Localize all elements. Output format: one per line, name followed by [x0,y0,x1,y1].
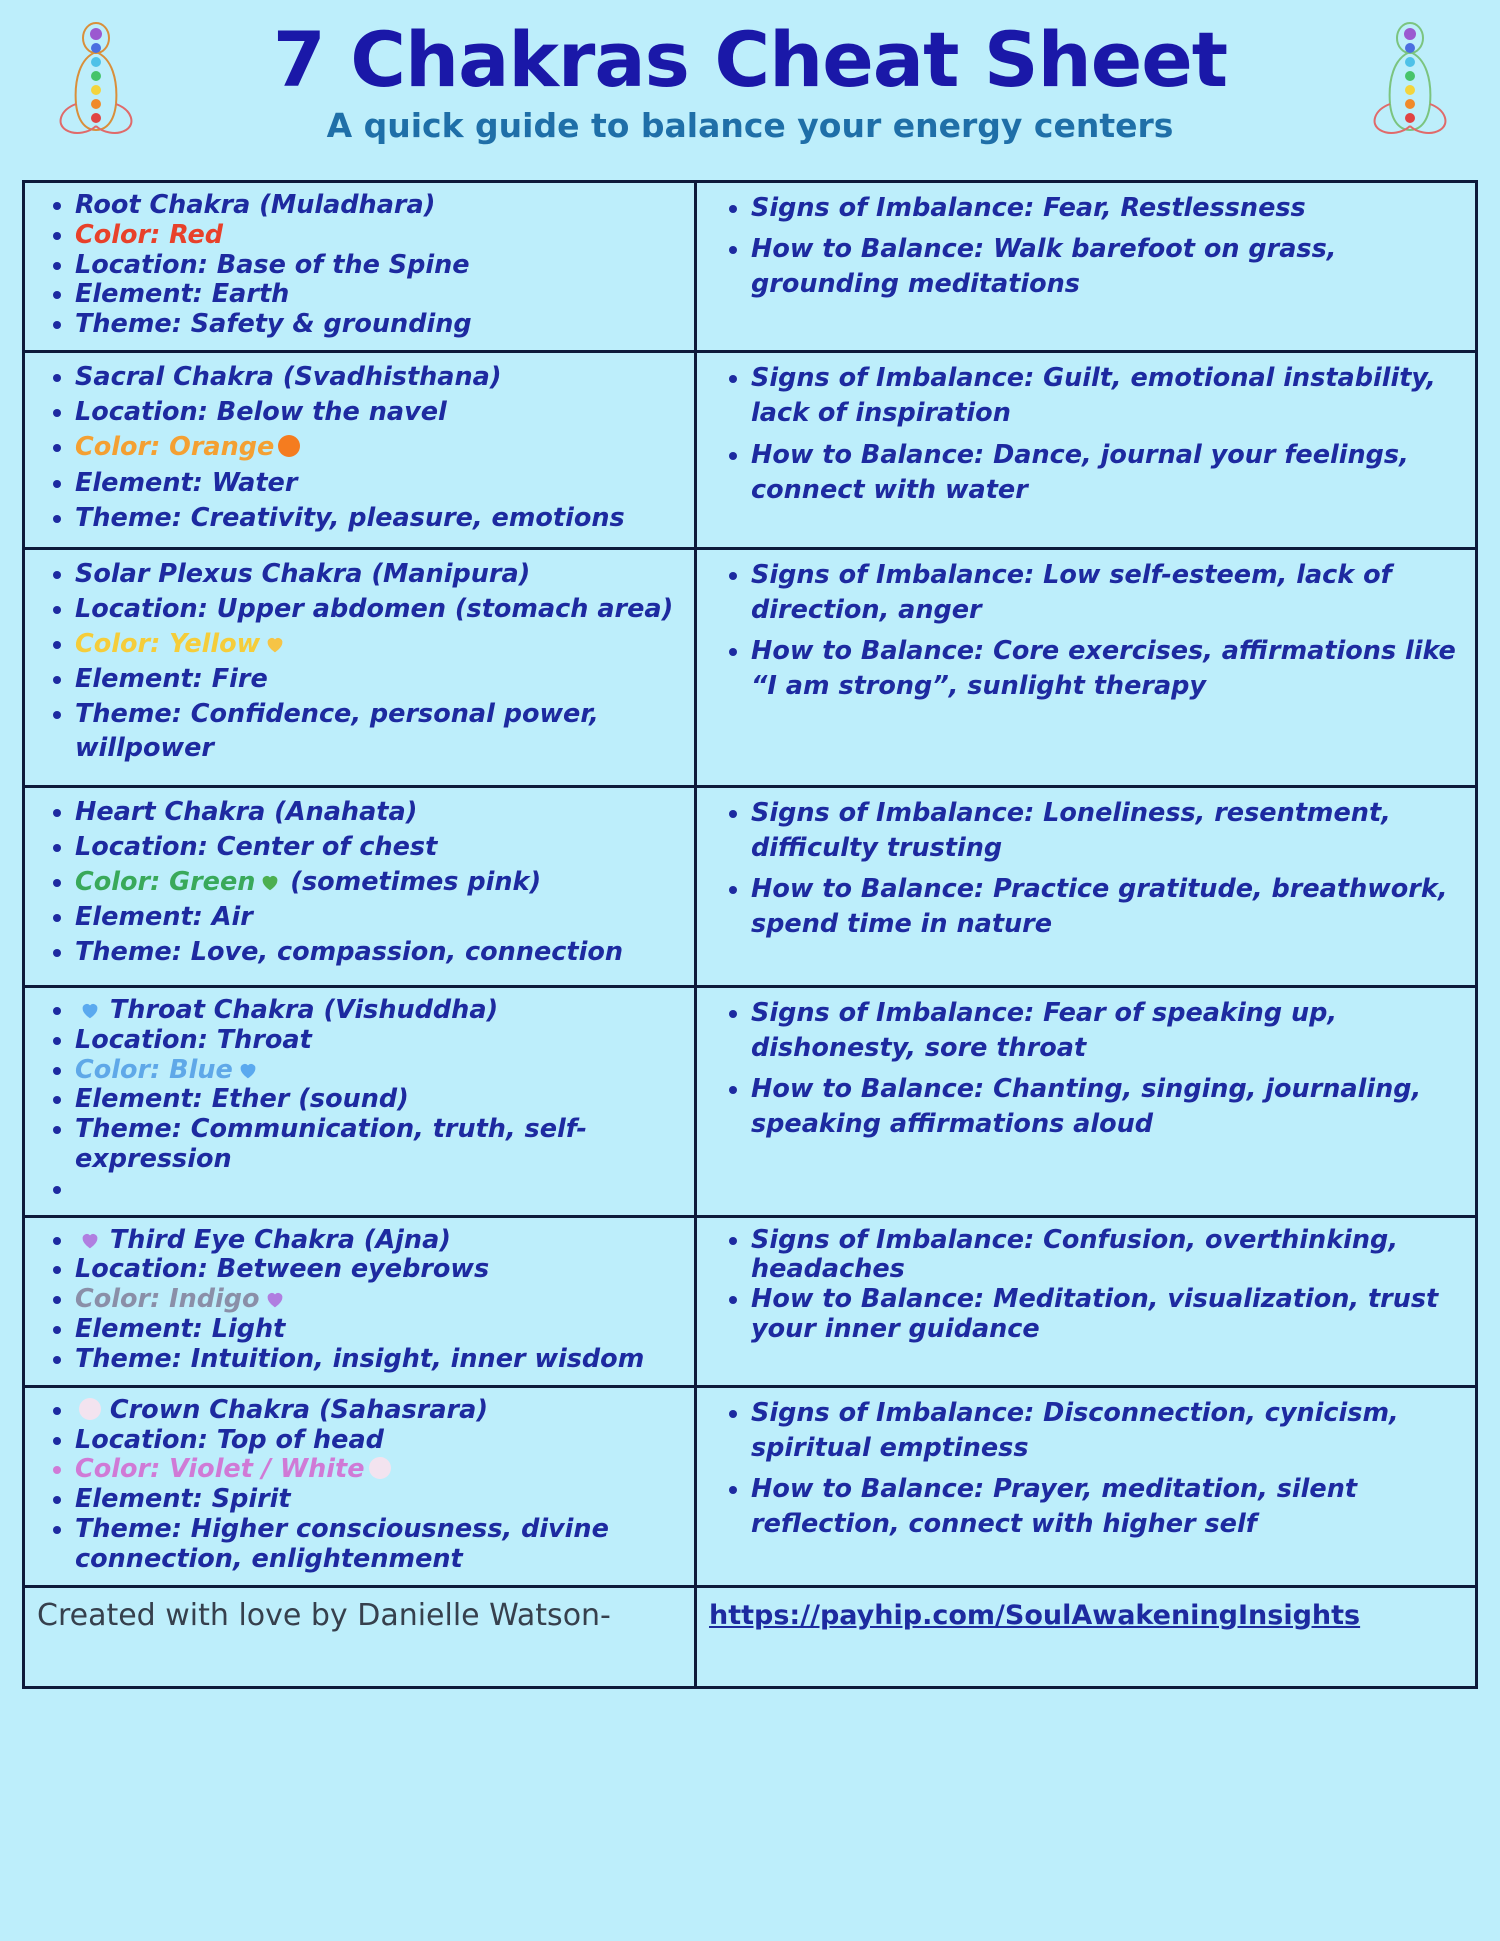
chakra-color: • Color: Violet / White [75,1455,688,1485]
chakra-color: • Color: Orange [75,431,688,464]
page-subtitle: A quick guide to balance your energy centers [326,105,1174,145]
chakra-element: • Element: Water [75,467,688,500]
chakra-balance-sacral [697,353,1475,547]
purple-heart-icon [79,1229,101,1251]
table-row [25,1218,1475,1388]
chakra-name: • Root Chakra (Muladhara) [75,191,688,221]
chakra-color: • Color: Yellow [75,628,688,661]
chakra-location: • Location: Center of chest [75,831,688,864]
footer-row [25,1588,1475,1689]
chakra-balance-crown [697,1388,1475,1585]
chakra-element: • Element: Light [75,1315,688,1345]
purple-heart-icon [264,1288,286,1310]
chakra-balance-throat [697,988,1475,1215]
chakra-theme: • Theme: Intuition, insight, inner wisdom [75,1345,688,1375]
credit-text: Created with love by Danielle Watson- [25,1588,697,1686]
chakra-name: • Third Eye Chakra (Ajna) [75,1226,688,1256]
chakra-signs: • Signs of Imbalance: Loneliness, resentment, difficulty trusting [751,796,1461,866]
chakra-name: • Crown Chakra (Sahasrara) [75,1396,688,1426]
chakra-how-to-balance: • How to Balance: Practice gratitude, breathwork, spend time in nature [751,872,1461,942]
chakra-theme: • Theme: Communication, truth, self-expression [75,1115,688,1175]
chakra-location: • Location: Between eyebrows [75,1255,688,1285]
orange-dot-icon [278,435,300,457]
chakra-signs: • Signs of Imbalance: Disconnection, cynicism, spiritual emptiness [751,1396,1461,1466]
chakra-balance-root [697,183,1475,350]
chakra-balance-solar-plexus [697,550,1475,785]
chakra-theme: • Theme: Love, compassion, connection [75,936,688,969]
blue-heart-icon [79,999,101,1021]
chakra-empty-bullet [75,1175,688,1205]
chakra-color: • Color: Red [75,221,688,251]
chakra-name: • Solar Plexus Chakra (Manipura) [75,558,688,591]
chakra-signs: • Signs of Imbalance: Fear of speaking up, dishonesty, sore throat [751,996,1461,1066]
chakra-signs: • Signs of Imbalance: Guilt, emotional instability, lack of inspiration [751,361,1461,431]
page-title: 7 Chakras Cheat Sheet [272,15,1228,104]
chakra-color: • Color: Indigo [75,1285,688,1315]
chakra-name: • Heart Chakra (Anahata) [75,796,688,829]
chakra-color: • Color: Green (sometimes pink) [75,866,688,899]
chakra-element: • Element: Spirit [75,1485,688,1515]
chakra-details-crown [25,1388,697,1585]
white-circle-icon [369,1457,391,1479]
chakra-element: • Element: Earth [75,280,688,310]
chakra-location: • Location: Top of head [75,1426,688,1456]
chakra-theme: • Theme: Higher consciousness, divine connection, enlightenment [75,1515,688,1575]
chakra-name: • Throat Chakra (Vishuddha) [75,996,688,1026]
chakra-details-heart [25,788,697,985]
table-row [25,1388,1475,1588]
green-heart-icon [259,869,281,891]
chakra-theme: • Theme: Safety & grounding [75,310,688,340]
chakra-details-solar-plexus [25,550,697,785]
table-row [25,183,1475,353]
chakra-how-to-balance: • How to Balance: Chanting, singing, journaling, speaking affirmations aloud [751,1072,1461,1142]
chakra-theme: • Theme: Confidence, personal power, willpower [75,698,688,764]
meditating-person-chakras-icon [1364,18,1456,148]
chakra-how-to-balance: • How to Balance: Walk barefoot on grass, grounding meditations [751,232,1461,302]
chakra-color: • Color: Blue [75,1056,688,1086]
shop-link[interactable]: https://payhip.com/SoulAwakeningInsights [709,1599,1361,1631]
footer-link-cell [697,1588,1475,1686]
chakra-details-throat [25,988,697,1215]
table-row [25,353,1475,550]
chakra-location: • Location: Throat [75,1026,688,1056]
chakra-element: • Element: Air [75,901,688,934]
blue-heart-icon [237,1059,259,1081]
chakra-signs: • Signs of Imbalance: Low self-esteem, lack of direction, anger [751,558,1461,628]
yellow-heart-icon [264,631,286,653]
chakra-details-sacral [25,353,697,547]
chakra-balance-third-eye [697,1218,1475,1385]
chakra-details-root [25,183,697,350]
table-row [25,550,1475,788]
chakra-how-to-balance: • How to Balance: Core exercises, affirmations like “I am strong”, sunlight therapy [751,634,1461,704]
chakra-details-third-eye [25,1218,697,1385]
chakra-balance-heart [697,788,1475,985]
chakra-element: • Element: Fire [75,663,688,696]
page-header [0,0,1500,180]
chakra-signs: • Signs of Imbalance: Confusion, overthinking, headaches [751,1226,1461,1286]
chakra-element: • Element: Ether (sound) [75,1085,688,1115]
chakra-how-to-balance: • How to Balance: Dance, journal your feelings, connect with water [751,438,1461,508]
chakra-theme: • Theme: Creativity, pleasure, emotions [75,502,688,535]
chakra-signs: • Signs of Imbalance: Fear, Restlessness [751,191,1461,226]
chakras-table [22,180,1478,1689]
table-row [25,788,1475,988]
chakra-location: • Location: Upper abdomen (stomach area) [75,593,688,626]
table-row [25,988,1475,1218]
chakra-location: • Location: Below the navel [75,396,688,429]
chakra-how-to-balance: • How to Balance: Prayer, meditation, silent reflection, connect with higher self [751,1472,1461,1542]
white-circle-icon [79,1398,101,1420]
chakra-how-to-balance: • How to Balance: Meditation, visualization, trust your inner guidance [751,1285,1461,1345]
chakra-location: • Location: Base of the Spine [75,251,688,281]
meditating-person-chakras-icon [50,18,142,148]
chakra-name: • Sacral Chakra (Svadhisthana) [75,361,688,394]
